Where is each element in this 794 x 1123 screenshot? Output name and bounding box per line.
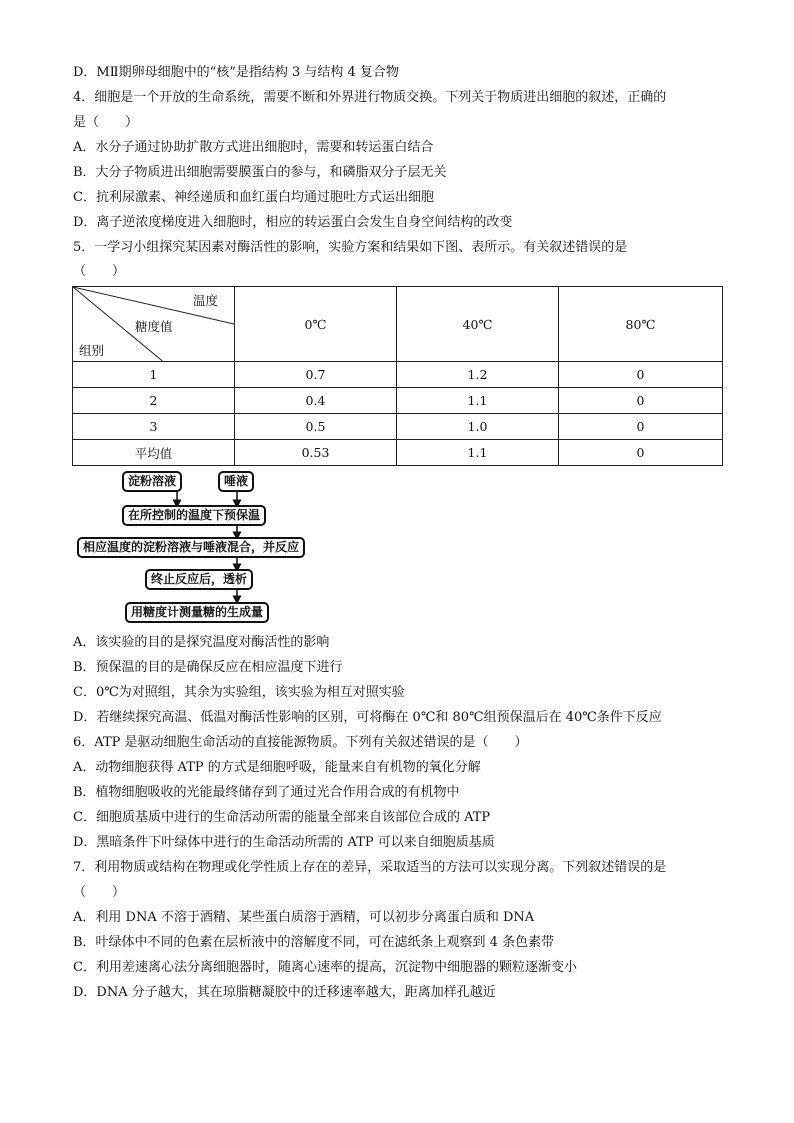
table-row [73, 388, 723, 414]
table-cell: 0.5 [235, 414, 397, 440]
experiment-flowchart [75, 468, 335, 628]
table-cell: 1.0 [397, 414, 559, 440]
table-cell: 0 [559, 414, 723, 440]
flow-starch-solution: 淀粉溶液 [122, 471, 182, 492]
q6-option-d: D．黑暗条件下叶绿体中进行的生命活动所需的 ATP 可以来自细胞质基质 [73, 835, 495, 850]
q7-option-a: A．利用 DNA 不溶于酒精、某些蛋白质溶于酒精，可以初步分离蛋白质和 DNA [73, 910, 535, 925]
q5-option-a: A．该实验的目的是探究温度对酶活性的影响 [73, 635, 330, 650]
q4-option-b: B．大分子物质进出细胞需要膜蛋白的参与，和磷脂双分子层无关 [73, 165, 447, 180]
header-sugar-value: 糖度值 [135, 319, 173, 334]
header-group: 组别 [79, 343, 105, 358]
q7-option-d: D．DNA 分子越大，其在琼脂糖凝胶中的迁移速率越大，距离加样孔越近 [73, 985, 496, 1000]
q5-stem-line1: 5．一学习小组探究某因素对酶活性的影响，实验方案和结果如下图、表所示。有关叙述错误的是 [73, 240, 628, 255]
q7-option-b: B．叶绿体中不同的色素在层析液中的溶解度不同，可在滤纸条上观察到 4 条色素带 [73, 935, 555, 950]
column-header: 40℃ [397, 287, 559, 362]
table-cell: 0.7 [235, 362, 397, 388]
column-header: 80℃ [559, 287, 723, 362]
q7-stem-line1: 7．利用物质或结构在物理或化学性质上存在的差异，采取适当的方法可以实现分离。下列叙述错误的是 [73, 860, 667, 875]
flow-saliva: 唾液 [218, 471, 254, 492]
column-header: 0℃ [235, 287, 397, 362]
table-cell: 0 [559, 440, 723, 466]
table-cell: 1.1 [397, 440, 559, 466]
q4-stem-line1: 4．细胞是一个开放的生命系统，需要不断和外界进行物质交换。下列关于物质进出细胞的叙述，正确的 [73, 90, 667, 105]
q6-stem: 6．ATP 是驱动细胞生命活动的直接能源物质。下列有关叙述错误的是（ ） [73, 735, 528, 750]
results-table [72, 286, 723, 466]
q7-stem-line2: （ ） [73, 885, 126, 900]
q4-option-c: C．抗利尿激素、神经递质和血红蛋白均通过胞吐方式运出细胞 [73, 190, 434, 205]
table-cell: 0.4 [235, 388, 397, 414]
q6-option-b: B．植物细胞吸收的光能最终储存到了通过光合作用合成的有机物中 [73, 785, 460, 800]
table-cell: 0.53 [235, 440, 397, 466]
q3-option-d: D．MⅡ期卵母细胞中的“核”是指结构 3 与结构 4 复合物 [73, 65, 399, 80]
table-cell: 1.1 [397, 388, 559, 414]
q6-option-a: A．动物细胞获得 ATP 的方式是细胞呼吸，能量来自有机物的氧化分解 [73, 760, 481, 775]
table-diagonal-header-cell [73, 287, 235, 362]
table-row [73, 414, 723, 440]
header-temperature: 温度 [192, 293, 218, 308]
q5-option-b: B．预保温的目的是确保反应在相应温度下进行 [73, 660, 343, 675]
table-cell: 1.2 [397, 362, 559, 388]
table-row [73, 362, 723, 388]
q5-stem-line2: （ ） [73, 264, 126, 279]
q5-option-c: C．0℃为对照组，其余为实验组，该实验为相互对照实验 [73, 685, 405, 700]
q7-option-c: C．利用差速离心法分离细胞器时，随离心速率的提高，沉淀物中细胞器的颗粒逐渐变小 [73, 960, 577, 975]
q6-option-c: C．细胞质基质中进行的生命活动所需的能量全部来自该部位合成的 ATP [73, 810, 491, 825]
q4-option-d: D．离子逆浓度梯度进入细胞时，相应的转运蛋白会发生自身空间结构的改变 [73, 215, 513, 230]
table-cell: 0 [559, 362, 723, 388]
row-label: 3 [73, 414, 235, 440]
q4-stem-line2: 是（ ） [73, 115, 139, 130]
flow-step-prewarm: 在所控制的温度下预保温 [122, 505, 266, 526]
q4-option-a: A．水分子通过协助扩散方式进出细胞时，需要和转运蛋白结合 [73, 140, 434, 155]
row-label: 1 [73, 362, 235, 388]
flow-step-mix-react: 相应温度的淀粉溶液与唾液混合，并反应 [77, 537, 305, 558]
q5-option-d: D．若继续探究高温、低温对酶活性影响的区别，可将酶在 0℃和 80℃组预保温后在 40℃条件下反应 [73, 710, 662, 725]
flow-step-dialysis: 终止反应后，透析 [145, 569, 253, 590]
row-label: 2 [73, 388, 235, 414]
table-cell: 0 [559, 388, 723, 414]
flow-step-measure: 用糖度计测量糖的生成量 [125, 602, 269, 623]
row-label: 平均值 [73, 440, 235, 466]
table-row [73, 440, 723, 466]
